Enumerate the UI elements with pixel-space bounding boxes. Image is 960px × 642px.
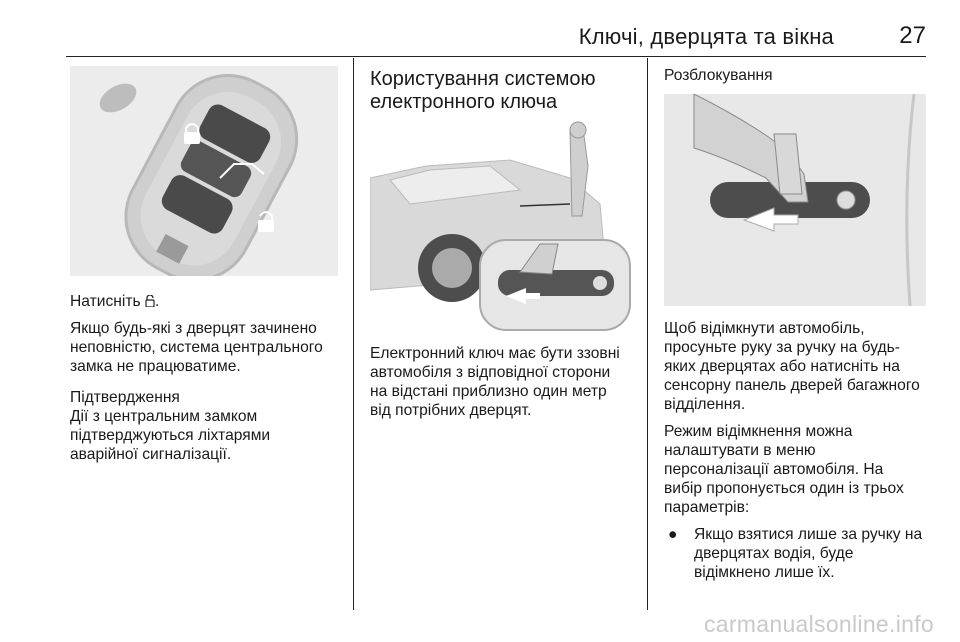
col2-text: [370, 344, 640, 420]
col1-text: [70, 292, 342, 464]
list-item: ● Якщо взятися лише за ручку на дверцятах водія, буде відімкнено лише їх.: [664, 525, 934, 582]
confirmation-text: Дії з центральним замком підтверджуються ліхтарями аварійної сигналізації.: [70, 408, 271, 463]
bullet-icon: ●: [668, 526, 678, 543]
unlock-instructions: Щоб відімкнути автомобіль, просуньте руку за ручку на будь- яких дверцятах або натисніть на сенсорну панель дверей багажного відділення.: [664, 320, 920, 413]
door-handle-illustration: [664, 94, 926, 306]
col2-title: Користування системою електронного ключа: [370, 68, 596, 113]
watermark: carmanualsonline.info: [703, 611, 934, 637]
car-with-person-illustration: [370, 120, 632, 332]
unlock-mode-text: Режим відімкнення можна налаштувати в меню персоналізації автомобіля. На вибір пропонується один із трьох параметрів:: [664, 423, 904, 516]
column-divider: [647, 58, 648, 610]
key-distance-text: Електронний ключ має бути ззовні автомобіля з відповідної сторони на відстані приблизно один метр від потрібних дверцят.: [370, 345, 620, 419]
page-header: [66, 0, 926, 57]
page-number: 27: [899, 22, 926, 49]
incomplete-close-note: Якщо будь-які з дверцят зачинено неповністю, система центрального замка не працюватиме.: [70, 320, 323, 375]
column-divider: [353, 58, 354, 610]
col3-text: [664, 319, 934, 582]
key-fob-illustration: [70, 66, 338, 276]
unlock-icon: [145, 295, 155, 307]
confirmation-heading: Підтвердження: [70, 389, 180, 406]
col3-heading: Розблокування: [664, 67, 773, 84]
press-instruction: Натисніть .: [70, 293, 160, 310]
header-title: Ключі, дверцята та вікна: [578, 24, 834, 49]
